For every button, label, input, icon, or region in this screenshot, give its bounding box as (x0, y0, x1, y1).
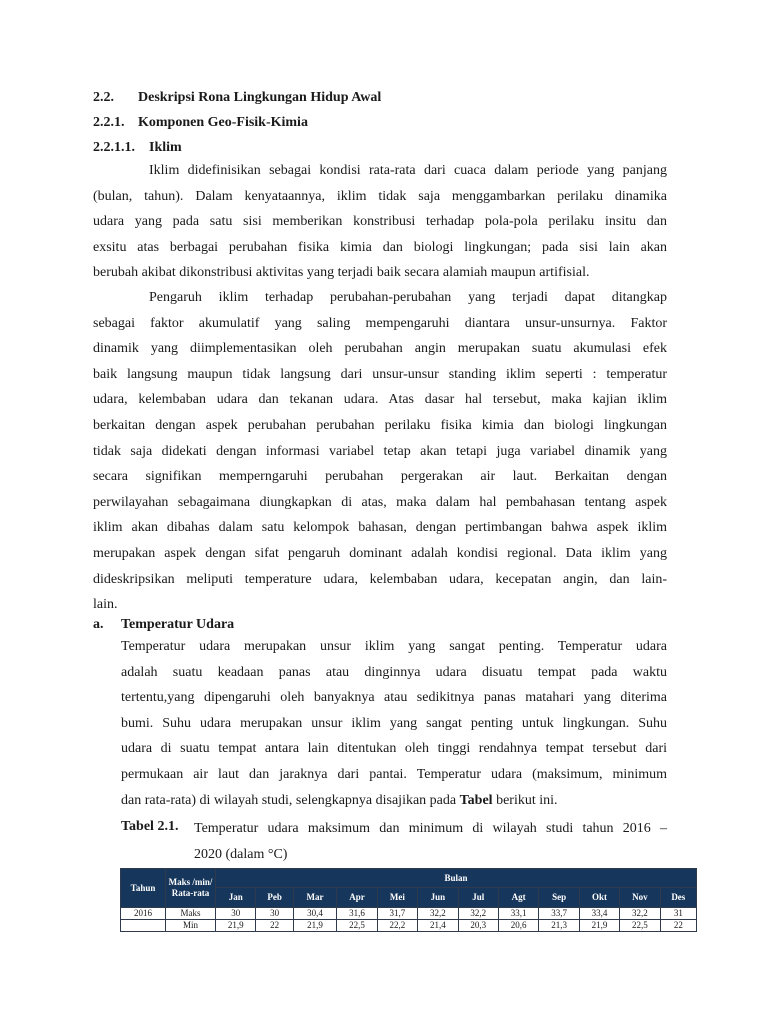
paragraph-iklim-definition (93, 158, 667, 286)
paragraph-line: Temperatur udara merupakan unsur iklim yang sangat penting. Temperatur udara (121, 639, 667, 654)
paragraph-line: udara di suatu tempat antara lain ditentukan oleh tinggi rendahnya tempat tersebut dari (121, 741, 667, 757)
heading-number: 2.2.1. (93, 115, 125, 130)
cell-type: Min (166, 920, 216, 932)
cell-type: Maks (166, 908, 216, 920)
heading-number: 2.2. (93, 90, 114, 105)
cell-value: 31,7 (377, 908, 417, 920)
cell-value: 20,6 (498, 920, 538, 932)
header-type: Maks /min/ Rata-rata (166, 869, 216, 908)
paragraph-line: (bulan, tahun). Dalam kenyataannya, iklim tidak saja menggambarkan perilaku dinamika (93, 188, 667, 204)
cell-value: 21,9 (216, 920, 256, 932)
cell-value: 30 (256, 908, 293, 920)
paragraph-line: udara yang pada satu sisi memberikan konstribusi terhadap pola-pola perilaku insitu dan (93, 214, 667, 230)
paragraph-line: tidak saja didekati dengan informasi variabel tetap akan tetapi juga variabel dinamik yang (93, 443, 667, 459)
cell-value: 31,6 (337, 908, 377, 920)
heading-title: Iklim (149, 140, 182, 155)
cell-value: 30 (216, 908, 256, 920)
paragraph-line: iklim akan dibahas dalam satu kelompok bahasan, dengan pertimbangan bahwa aspek iklim (93, 520, 667, 536)
paragraph-line: berubah akibat dikonstribusi aktivitas yang terjadi baik secara alamiah maupun artifisial. (93, 265, 590, 281)
paragraph-iklim-influence (93, 285, 667, 618)
table-row (121, 908, 697, 920)
paragraph-line: permukaan air laut dan jaraknya dari pantai. Temperatur udara (maksimum, minimum (121, 766, 667, 782)
caption-line-2: 2020 (dalam °C) (194, 846, 288, 862)
paragraph-line: baik langsung maupun tidak langsung dari unsur-unsur standing iklim seperti : temperatur (93, 366, 667, 382)
header-tahun: Tahun (121, 869, 166, 908)
paragraph-line: Pengaruh iklim terhadap perubahan-perubahan yang terjadi dapat ditangkap (149, 290, 667, 305)
paragraph-line: tertentu,yang dipengaruhi oleh banyaknya atau sedikitnya panas matahari yang diterima (121, 690, 667, 706)
cell-value: 33,4 (579, 908, 619, 920)
cell-value: 22,5 (620, 920, 660, 932)
paragraph-line: adalah suatu keadaan panas atau dinginnya udara disuatu tempat pada waktu (121, 664, 667, 680)
cell-value: 21,3 (539, 920, 579, 932)
cell-value: 32,2 (458, 908, 498, 920)
paragraph-line: perwilayahan sebagaimana diungkapkan di atas, maka dalam hal pembahasan tentang aspek (93, 494, 667, 510)
header-month: Agt (498, 888, 538, 908)
cell-value: 22 (256, 920, 293, 932)
cell-value: 31 (660, 908, 696, 920)
cell-year (121, 920, 166, 932)
table-caption (194, 816, 667, 867)
table-reference: Tabel (459, 792, 493, 808)
header-month: Sep (539, 888, 579, 908)
paragraph-line: secara signifikan memperngaruhi perubahan pergerakan air laut. Berkaitan dengan (93, 469, 667, 485)
heading-title: Deskripsi Rona Lingkungan Hidup Awal (138, 90, 382, 105)
header-month: Apr (337, 888, 377, 908)
table-row (121, 920, 697, 932)
cell-value: 32,2 (620, 908, 660, 920)
cell-value: 33,1 (498, 908, 538, 920)
paragraph-line: merupakan aspek dengan sifat pengaruh dominant adalah kondisi regional. Data iklim yang (93, 545, 667, 561)
paragraph-line: udara, kelembaban udara dan tekanan udara. Atas dasar hal tersebut, maka kajian iklim (93, 392, 667, 408)
cell-value: 22,5 (337, 920, 377, 932)
paragraph-line: exsitu atas berbagai perubahan fisika kimia dan biologi lingkungan; pada sisi lain akan (93, 239, 667, 255)
header-month: Mei (377, 888, 417, 908)
cell-value: 30,4 (293, 908, 336, 920)
cell-value: 33,7 (539, 908, 579, 920)
header-month: Des (660, 888, 696, 908)
header-bulan: Bulan (216, 869, 697, 888)
paragraph-line: bumi. Suhu udara merupakan unsur iklim yang sangat penting untuk lingkungan. Suhu (121, 715, 667, 731)
cell-value: 32,2 (418, 908, 458, 920)
paragraph-temperatur (121, 634, 667, 813)
caption-line-1: Temperatur udara maksimum dan minimum di wilayah studi tahun 2016 – (194, 821, 667, 836)
heading-title: Komponen Geo-Fisik-Kimia (138, 115, 308, 130)
document-page: 2.2. Deskripsi Rona Lingkungan Hidup Awal 2.2.1. Komponen Geo-Fisik-Kimia 2.2.1.1. Iklim Iklim didefinisikan sebagai kondisi rata-rata dari cuaca dalam periode yang panjang (bulan, tahun). Dalam kenyataannya, iklim tidak saja menggambarkan perilaku dinamika udara yang pada satu sisi memberikan konstribusi terhadap pola-pola perilaku insitu dan exsitu atas berbagai perubahan fisika kimia dan biologi lingkungan; pada sisi lain akan berubah akibat dikonstribusi aktivitas yang terjadi baik secara alamiah maupun artifisial. Pengaruh iklim terhadap perubahan-perubahan yang terjadi dapat ditangkap sebagai faktor akumulatif yang saling mempengaruhi diantara unsur-unsurnya. Faktor dinamik yang diimplementasikan oleh perubahan angin merupakan suatu akumulasi efek baik langsung maupun tidak langsung dari unsur-unsur standing iklim seperti : temperatur udara, kelembaban udara dan tekanan udara. Atas dasar hal tersebut, maka kajian iklim berkaitan dengan aspek perubahan perubahan perilaku fisika kimia dan biologi lingkungan tidak saja didekati dengan informasi variabel tetap akan tetapi juga variabel dinamik yang secara signifikan memperngaruhi perubahan pergerakan air laut. Berkaitan dengan perwilayahan sebagaimana diungkapkan di atas, maka dalam hal pembahasan tentang aspek iklim akan dibahas dalam satu kelompok bahasan, dengan pertimbangan bahwa aspek iklim merupakan aspek dengan sifat pengaruh dominant adalah kondisi regional. Data iklim yang dideskripsikan meliputi temperature udara, kelembaban udara, kecepatan angin, dan lain- lain. a. Temperatur Udara Temperatur udara merupakan unsur iklim yang sangat penting. Temperatur udara adalah suatu keadaan panas atau dinginnya udara disuatu tempat pada waktu tertentu,yang dipengaruhi oleh banyaknya atau sedikitnya panas matahari yang diterima bumi. Suhu udara merupakan unsur iklim yang sangat penting untuk lingkungan. Suhu udara di suatu tempat antara lain ditentukan oleh tinggi rendahnya tempat tersebut dari permukaan air laut dan jaraknya dari pantai. Temperatur udara (maksimum, minimum dan rata-rata) di wilayah studi, selengkapnya disajikan pada Tabel berikut ini. Tabel 2.1. Temperatur udara maksimum dan minimum di wilayah studi tahun 2016 – 2020 (dalam °C) Tahun Maks /min/ Rata-rata Bulan Jan Peb Mar Apr Mei Jun Jul Agt Sep Okt Nov Des 2016 Maks 30 30 30,4 31,6 31,7 32,2 32,2 33,1 33,7 33,4 32,2 31 Min 21,9 22 21,9 22,5 22,2 21,4 20,3 20,6 21,3 21,9 22,5 22 (0, 0, 768, 1024)
paragraph-line: dan rata-rata) di wilayah studi, selengkapnya disajikan pada Tabel berikut ini. (121, 792, 558, 808)
cell-value: 22,2 (377, 920, 417, 932)
header-month: Nov (620, 888, 660, 908)
cell-value: 20,3 (458, 920, 498, 932)
heading-number: 2.2.1.1. (93, 140, 135, 155)
paragraph-line: berkaitan dengan aspek perubahan perubahan perilaku fisika kimia dan biologi lingkungan (93, 417, 667, 433)
header-month: Jul (458, 888, 498, 908)
paragraph-line: lain. (93, 597, 118, 613)
temperature-table (120, 868, 697, 932)
cell-year: 2016 (121, 908, 166, 920)
cell-value: 21,9 (579, 920, 619, 932)
header-month: Jan (216, 888, 256, 908)
paragraph-line: Iklim didefinisikan sebagai kondisi rata-rata dari cuaca dalam periode yang panjang (149, 163, 667, 178)
heading-title: Temperatur Udara (121, 617, 235, 632)
paragraph-line: dinamik yang diimplementasikan oleh perubahan angin merupakan suatu akumulasi efek (93, 341, 667, 357)
header-month: Mar (293, 888, 336, 908)
cell-value: 22 (660, 920, 696, 932)
header-month: Peb (256, 888, 293, 908)
cell-value: 21,4 (418, 920, 458, 932)
cell-value: 21,9 (293, 920, 336, 932)
heading-number: a. (93, 617, 104, 632)
header-month: Okt (579, 888, 619, 908)
header-month: Jun (418, 888, 458, 908)
paragraph-line: dideskripsikan meliputi temperature udara, kelembaban udara, kecepatan angin, dan lain- (93, 571, 667, 587)
paragraph-line: sebagai faktor akumulatif yang saling mempengaruhi diantara unsur-unsurnya. Faktor (93, 315, 667, 331)
